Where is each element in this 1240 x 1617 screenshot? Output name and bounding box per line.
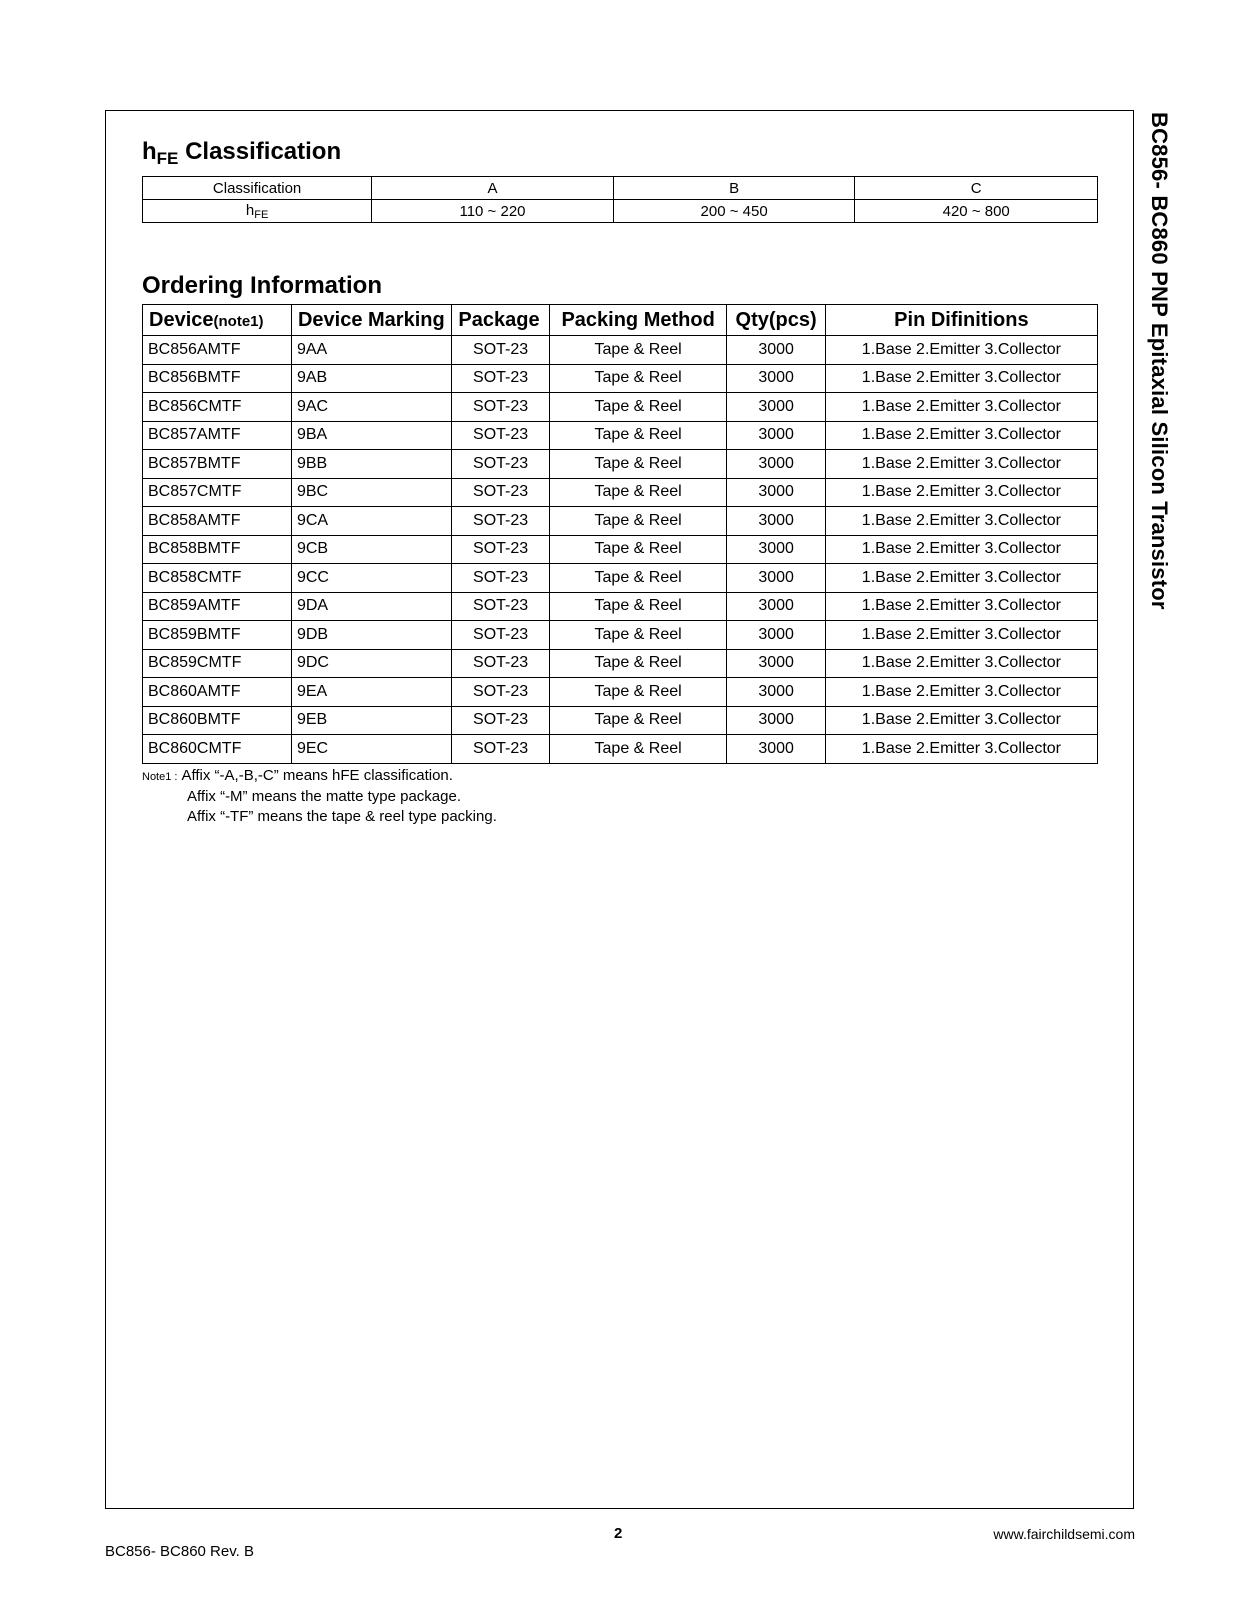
cell-method: Tape & Reel — [549, 649, 727, 678]
table-row — [143, 393, 1098, 422]
table-row — [143, 200, 1098, 223]
cell-qty: 3000 — [727, 678, 825, 707]
cell-method: Tape & Reel — [549, 706, 727, 735]
note-line: Note1 : Affix “-A,-B,-C” means hFE classification. — [142, 767, 453, 784]
table-row — [143, 621, 1098, 650]
cell-marking: 9EC — [291, 735, 451, 764]
cell-pins: 1.Base 2.Emitter 3.Collector — [825, 564, 1097, 593]
cell-pins: 1.Base 2.Emitter 3.Collector — [825, 706, 1097, 735]
header-device: Device(note1) — [143, 305, 292, 336]
cell-marking: 9BC — [291, 478, 451, 507]
table-cell: $h_{FE}$ — [143, 200, 372, 223]
table-row — [143, 364, 1098, 393]
cell-method: Tape & Reel — [549, 735, 727, 764]
cell-package: SOT-23 — [452, 450, 549, 479]
cell-qty: 3000 — [727, 507, 825, 536]
table-row — [143, 678, 1098, 707]
cell-marking: 9DC — [291, 649, 451, 678]
cell-device: BC856BMTF — [143, 364, 292, 393]
cell-marking: 9EB — [291, 706, 451, 735]
cell-device: BC857BMTF — [143, 450, 292, 479]
cell-device: BC858CMTF — [143, 564, 292, 593]
cell-method: Tape & Reel — [549, 364, 727, 393]
cell-device: BC858BMTF — [143, 535, 292, 564]
cell-pins: 1.Base 2.Emitter 3.Collector — [825, 735, 1097, 764]
cell-qty: 3000 — [727, 393, 825, 422]
cell-device: BC860AMTF — [143, 678, 292, 707]
hfe-classification-table — [142, 176, 1098, 223]
cell-pins: 1.Base 2.Emitter 3.Collector — [825, 421, 1097, 450]
header-package: Package — [452, 305, 549, 336]
cell-marking: 9BA — [291, 421, 451, 450]
cell-device: BC859CMTF — [143, 649, 292, 678]
cell-package: SOT-23 — [452, 678, 549, 707]
cell-method: Tape & Reel — [549, 421, 727, 450]
cell-qty: 3000 — [727, 535, 825, 564]
cell-pins: 1.Base 2.Emitter 3.Collector — [825, 450, 1097, 479]
table-row — [143, 649, 1098, 678]
cell-device: BC858AMTF — [143, 507, 292, 536]
table-row — [143, 564, 1098, 593]
cell-pins: 1.Base 2.Emitter 3.Collector — [825, 535, 1097, 564]
cell-qty: 3000 — [727, 621, 825, 650]
cell-device: BC859BMTF — [143, 621, 292, 650]
cell-package: SOT-23 — [452, 393, 549, 422]
cell-device: BC856CMTF — [143, 393, 292, 422]
table-cell: 110 ~ 220 — [372, 200, 614, 223]
page-number: 2 — [614, 1525, 623, 1542]
cell-pins: 1.Base 2.Emitter 3.Collector — [825, 621, 1097, 650]
cell-qty: 3000 — [727, 592, 825, 621]
cell-method: Tape & Reel — [549, 507, 727, 536]
cell-marking: 9AB — [291, 364, 451, 393]
cell-package: SOT-23 — [452, 564, 549, 593]
cell-qty: 3000 — [727, 735, 825, 764]
cell-marking: 9CA — [291, 507, 451, 536]
cell-qty: 3000 — [727, 336, 825, 365]
header-marking: Device Marking — [291, 305, 451, 336]
table-row — [143, 706, 1098, 735]
cell-package: SOT-23 — [452, 336, 549, 365]
table-row — [143, 478, 1098, 507]
cell-pins: 1.Base 2.Emitter 3.Collector — [825, 393, 1097, 422]
cell-qty: 3000 — [727, 421, 825, 450]
cell-package: SOT-23 — [452, 592, 549, 621]
cell-qty: 3000 — [727, 478, 825, 507]
cell-method: Tape & Reel — [549, 678, 727, 707]
cell-qty: 3000 — [727, 649, 825, 678]
table-cell: A — [372, 177, 614, 200]
side-title: BC856- BC860 PNP Epitaxial Silicon Transistor — [1147, 112, 1172, 610]
cell-marking: 9EA — [291, 678, 451, 707]
table-row — [143, 535, 1098, 564]
cell-qty: 3000 — [727, 450, 825, 479]
cell-pins: 1.Base 2.Emitter 3.Collector — [825, 478, 1097, 507]
cell-pins: 1.Base 2.Emitter 3.Collector — [825, 649, 1097, 678]
cell-pins: 1.Base 2.Emitter 3.Collector — [825, 364, 1097, 393]
cell-pins: 1.Base 2.Emitter 3.Collector — [825, 336, 1097, 365]
table-row — [143, 592, 1098, 621]
cell-device: BC860BMTF — [143, 706, 292, 735]
cell-package: SOT-23 — [452, 364, 549, 393]
table-cell: B — [613, 177, 855, 200]
cell-marking: 9AC — [291, 393, 451, 422]
header-pin-definitions: Pin Difinitions — [825, 305, 1097, 336]
cell-device: BC860CMTF — [143, 735, 292, 764]
cell-marking: 9DA — [291, 592, 451, 621]
header-packing-method: Packing Method — [549, 305, 727, 336]
cell-method: Tape & Reel — [549, 336, 727, 365]
cell-device: BC857CMTF — [143, 478, 292, 507]
ordering-table — [142, 304, 1098, 764]
cell-device: BC857AMTF — [143, 421, 292, 450]
cell-marking: 9DB — [291, 621, 451, 650]
cell-method: Tape & Reel — [549, 564, 727, 593]
cell-package: SOT-23 — [452, 478, 549, 507]
hfe-section-title: $h_{FE}$ Classification — [142, 138, 342, 168]
cell-method: Tape & Reel — [549, 393, 727, 422]
table-row — [143, 450, 1098, 479]
table-cell: 200 ~ 450 — [613, 200, 855, 223]
cell-package: SOT-23 — [452, 621, 549, 650]
table-row — [143, 507, 1098, 536]
cell-pins: 1.Base 2.Emitter 3.Collector — [825, 507, 1097, 536]
cell-marking: 9CC — [291, 564, 451, 593]
header-qty: Qty(pcs) — [727, 305, 825, 336]
note-label: Note1 : — [142, 771, 178, 783]
table-row — [143, 421, 1098, 450]
table-row — [143, 177, 1098, 200]
cell-method: Tape & Reel — [549, 535, 727, 564]
cell-marking: 9BB — [291, 450, 451, 479]
table-cell: C — [855, 177, 1098, 200]
document-revision: BC856- BC860 Rev. B — [105, 1543, 254, 1560]
cell-package: SOT-23 — [452, 507, 549, 536]
cell-qty: 3000 — [727, 364, 825, 393]
cell-package: SOT-23 — [452, 706, 549, 735]
table-row — [143, 336, 1098, 365]
table-cell: Classification — [143, 177, 372, 200]
cell-device: BC856AMTF — [143, 336, 292, 365]
note-line: Affix “-M” means the matte type package. — [187, 788, 462, 805]
notes — [142, 766, 497, 827]
cell-marking: 9CB — [291, 535, 451, 564]
cell-method: Tape & Reel — [549, 478, 727, 507]
cell-package: SOT-23 — [452, 421, 549, 450]
cell-package: SOT-23 — [452, 649, 549, 678]
cell-qty: 3000 — [727, 564, 825, 593]
website-link[interactable]: www.fairchildsemi.com — [993, 1526, 1135, 1542]
cell-pins: 1.Base 2.Emitter 3.Collector — [825, 592, 1097, 621]
note-line: Affix “-TF” means the tape & reel type packing. — [187, 808, 497, 825]
cell-method: Tape & Reel — [549, 450, 727, 479]
cell-method: Tape & Reel — [549, 592, 727, 621]
cell-method: Tape & Reel — [549, 621, 727, 650]
table-header-row — [143, 305, 1098, 336]
cell-package: SOT-23 — [452, 735, 549, 764]
cell-package: SOT-23 — [452, 535, 549, 564]
cell-marking: 9AA — [291, 336, 451, 365]
ordering-table-body — [143, 336, 1098, 764]
ordering-section-title: Ordering Information — [142, 272, 382, 299]
table-cell: 420 ~ 800 — [855, 200, 1098, 223]
cell-qty: 3000 — [727, 706, 825, 735]
table-row — [143, 735, 1098, 764]
cell-device: BC859AMTF — [143, 592, 292, 621]
cell-pins: 1.Base 2.Emitter 3.Collector — [825, 678, 1097, 707]
